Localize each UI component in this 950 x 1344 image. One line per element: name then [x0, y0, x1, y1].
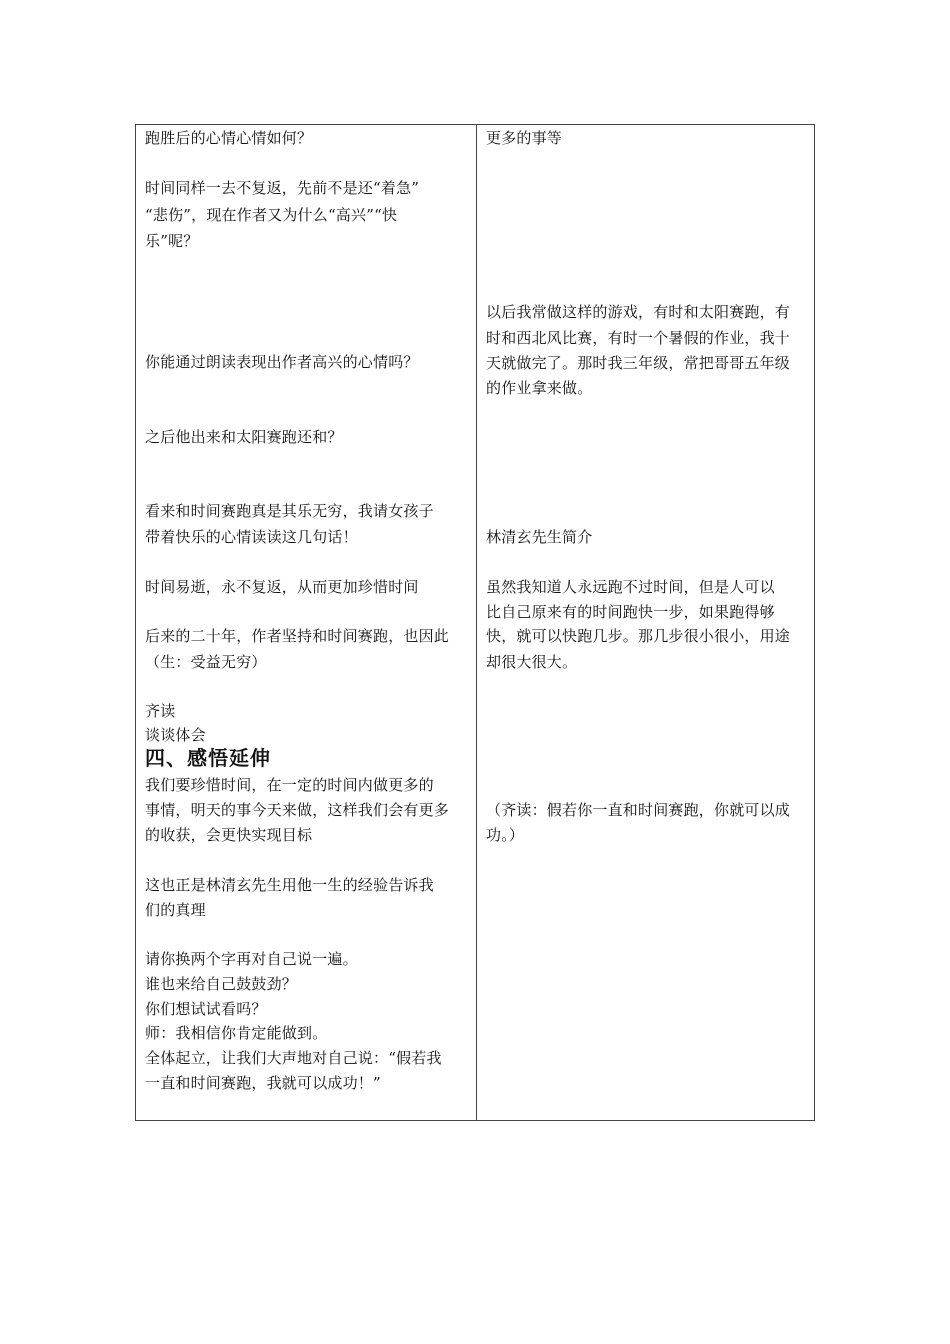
value-line-3: 的收获，会更快实现目标: [145, 826, 313, 844]
section-heading: 四、感悟延伸: [145, 746, 271, 770]
lesson-table: [135, 124, 815, 1121]
value-line-2: 事情，明天的事今天来做，这样我们会有更多: [145, 801, 450, 819]
chorus-line-1: （齐读：假若你一直和时间赛跑，你就可以成: [486, 801, 791, 819]
column-divider: [476, 125, 477, 1120]
question-time-line-1: 时间同样一去不复返，先前不是还“着急”: [145, 179, 420, 197]
say-again: 请你换两个字再对自己说一遍。: [145, 950, 358, 968]
game-line-3: 天就做完了。那时我三年级，常把哥哥五年级: [486, 354, 791, 372]
later-line-1: 后来的二十年，作者坚持和时间赛跑，也因此: [145, 627, 450, 645]
question-time-line-2: “悲伤”，现在作者又为什么“高兴”“快: [145, 206, 398, 224]
fun-line-2: 带着快乐的心情读读这几句话！: [145, 528, 358, 546]
game-line-4: 的作业拿来做。: [486, 379, 593, 397]
game-line-1: 以后我常做这样的游戏，有时和太阳赛跑，有: [486, 303, 791, 321]
cherish-time: 时间易逝，永不复返，从而更加珍惜时间: [145, 578, 419, 596]
encourage: 谁也来给自己鼓鼓劲？: [145, 975, 298, 993]
chorus-line-2: 功。）: [486, 826, 525, 844]
question-after-race: 跑胜后的心情心情如何？: [145, 129, 313, 147]
though-line-4: 却很大很大。: [486, 653, 578, 671]
truth-line-2: 们的真理: [145, 901, 206, 919]
stand-line-1: 全体起立，让我们大声地对自己说：“假若我: [145, 1049, 442, 1067]
though-line-3: 快，就可以快跑几步。那几步很小很小，用途: [486, 627, 791, 645]
game-line-2: 时和西北风比赛，有时一个暑假的作业，我十: [486, 329, 791, 347]
stand-line-2: 一直和时间赛跑，我就可以成功！”: [145, 1074, 381, 1092]
question-after: 之后他出来和太阳赛跑还和？: [145, 428, 343, 446]
later-line-2: （生：受益无穷）: [145, 653, 267, 671]
fun-line-1: 看来和时间赛跑真是其乐无穷，我请女孩子: [145, 502, 434, 520]
discuss-feelings: 谈谈体会: [145, 726, 206, 744]
want-to-try: 你们想试试看吗？: [145, 1000, 267, 1018]
though-line-2: 比自己原来有的时间跑快一步，如果跑得够: [486, 603, 775, 621]
author-intro: 林清玄先生简介: [486, 528, 593, 546]
though-line-1: 虽然我知道人永远跑不过时间，但是人可以: [486, 578, 775, 596]
more-things: 更多的事等: [486, 129, 563, 147]
value-line-1: 我们要珍惜时间，在一定的时间内做更多的: [145, 776, 434, 794]
truth-line-1: 这也正是林清玄先生用他一生的经验告诉我: [145, 876, 434, 894]
teacher-line: 师：我相信你肯定能做到。: [145, 1024, 328, 1042]
question-time-line-3: 乐”呢？: [145, 232, 199, 250]
read-together: 齐读: [145, 702, 176, 720]
question-read-aloud: 你能通过朗读表现出作者高兴的心情吗？: [145, 353, 419, 371]
